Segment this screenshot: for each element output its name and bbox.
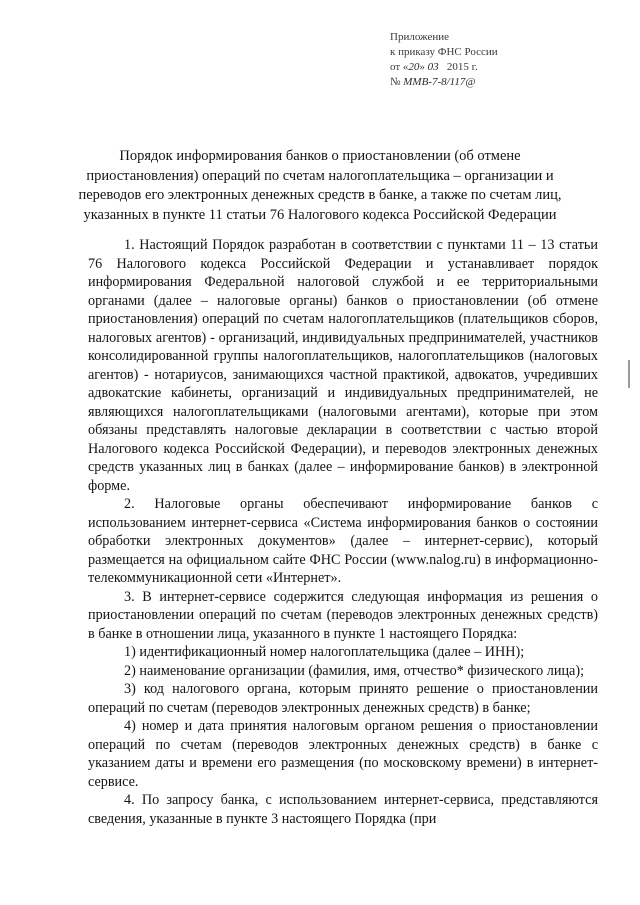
- paragraph-4: 4. По запросу банка, с использованием интернет-сервиса, представляются сведения, указанные в пункте 3 настоящего Порядка (при: [88, 792, 598, 827]
- appendix-order-line: к приказу ФНС России: [390, 46, 498, 58]
- list-item: 4) номер и дата принятия налоговым органом решения о приостановлении операций по счетам (переводов электронных денежных средств) в банке с указанием даты и времени его размещения (по московскому времени) в интернет-сервисе.: [88, 718, 598, 790]
- paragraph-2: 2. Налоговые органы обеспечивают информирование банков с использованием интернет-сервиса «Система информирования банков о состоянии обработки электронных документов» (далее – интернет-сервис), который размещается на официальном сайте ФНС России (www.nalog.ru) в информационно-телекоммуникационной сети «Интернет».: [88, 496, 598, 586]
- date-day: 20: [408, 61, 420, 73]
- scan-mark: [628, 360, 630, 388]
- list-item: 3) код налогового органа, которым принято решение о приостановлении операций по счетам (переводов электронных денежных средств) в банке;: [88, 681, 598, 716]
- list-item: 2) наименование организации (фамилия, имя, отчество* физического лица);: [124, 662, 585, 679]
- date-prefix: от «: [390, 61, 409, 73]
- document-body: [88, 236, 598, 828]
- document-title: Порядок информирования банков о приостановлении (об отмене приостановления) операций по счетам налогоплательщика – организации и переводов его электронных денежных средств в банке, а также по счетам лиц, указанных в пункте 11 статьи 76 Налогового кодекса Российской Федерации: [78, 148, 562, 223]
- appendix-line: Приложение: [390, 31, 450, 43]
- order-number: ММВ-7-8/117@: [403, 76, 476, 88]
- paragraph-3: 3. В интернет-сервисе содержится следующая информация из решения о приостановлении операций по счетам (переводов электронных денежных средств) в банке в отношении лица, указанного в пункте 1 настоящего Порядка:: [88, 588, 598, 642]
- date-mid: »: [419, 61, 428, 73]
- appendix-header: [390, 30, 610, 90]
- list-item: 1) идентификационный номер налогоплательщика (далее – ИНН);: [124, 644, 525, 660]
- paragraph-1: 1. Настоящий Порядок разработан в соответствии с пунктами 11 – 13 статьи 76 Налогового кодекса Российской Федерации и устанавливает порядок информирования Федеральной налоговой службой и ее территориальными органами (далее – налоговые органы) банков о приостановлении (об отмене приостановления) операций по счетам налогоплательщиков (плательщиков сборов, налоговых агентов) - организаций, индивидуальных предпринимателей, участников консолидированной группы налогоплательщиков, налогоплательщиков (налоговых агентов) - нотариусов, занимающихся частной практикой, адвокатов, учредивших адвокатские кабинеты, организаций и индивидуальных предпринимателей, не являющихся налогоплательщиками (налоговыми агентами), которые при этом обязаны представлять налоговые декларации в соответствии с частью второй Налогового кодекса Российской Федерации), и переводов электронных денежных средств указанных лиц в банках (далее – информирование банков) в электронной форме.: [88, 237, 598, 494]
- number-prefix: №: [390, 76, 404, 88]
- date-year: 2015 г.: [446, 61, 478, 73]
- appendix-date-line: [390, 60, 610, 75]
- date-month: 03: [427, 61, 439, 73]
- appendix-number-line: [390, 75, 610, 90]
